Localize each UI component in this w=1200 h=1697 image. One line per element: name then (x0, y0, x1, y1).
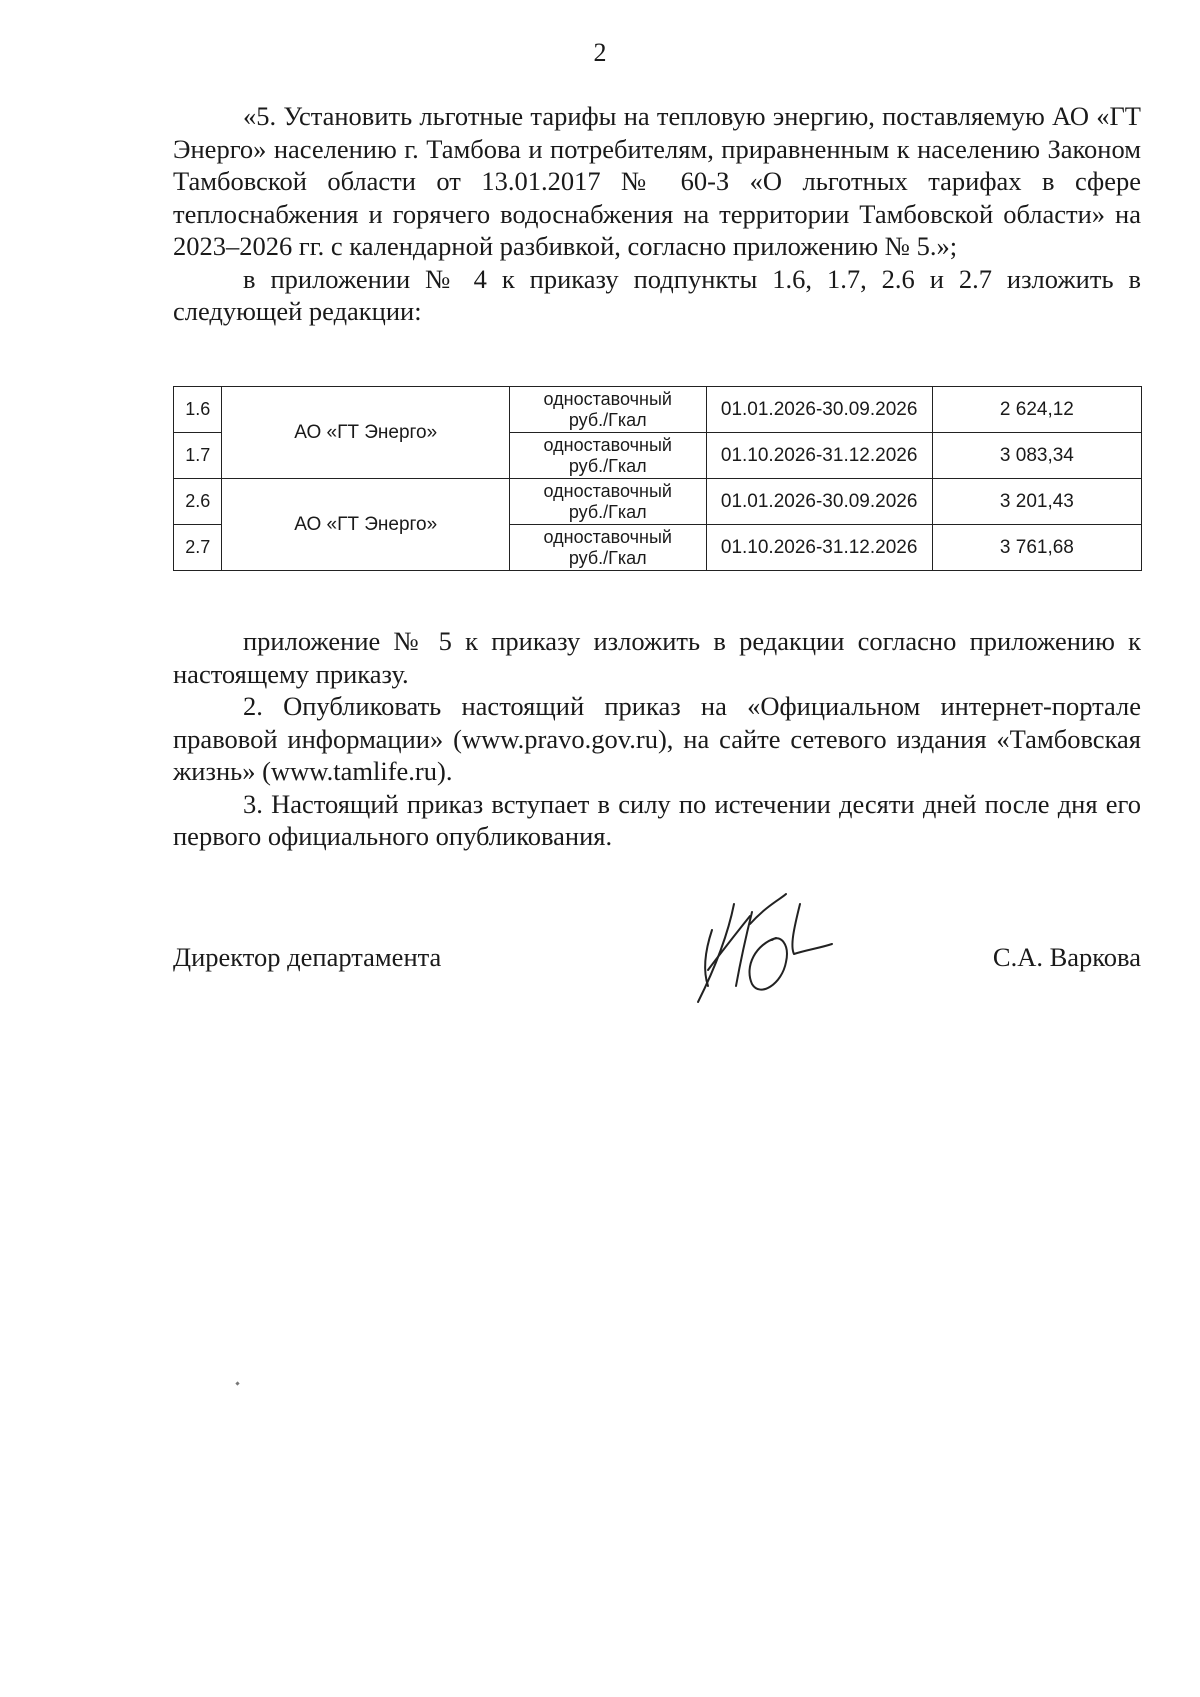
tariff-type-cell (509, 433, 706, 479)
tariff-unit: руб./Гкал (568, 455, 647, 476)
row-number: 1.6 (174, 387, 222, 433)
row-number: 2.7 (174, 525, 222, 571)
row-number: 2.6 (174, 479, 222, 525)
handwritten-signature-icon (690, 890, 840, 1005)
tariff-unit: руб./Гкал (568, 409, 647, 430)
paragraph-tariff-clause: «5. Установить льготные тарифы на тепловую энергию, поставляемую АО «ГТ Энерго» населению г. Тамбова и потребителям, приравненным к населению Законом Тамбовской области от 13.01.2017 № 60-З «О льготных тарифах в сфере теплоснабжения и горячего водоснабжения на территории Тамбовской области» на 2023–2026 гг. с календарной разбивкой, согласно приложению № 5.»; (173, 101, 1141, 261)
tariff-unit: руб./Гкал (568, 547, 647, 568)
organization-cell: АО «ГТ Энерго» (222, 479, 510, 571)
tariff-type-cell (509, 479, 706, 525)
scan-speck (235, 1381, 239, 1385)
page-number: 2 (593, 38, 607, 67)
tariff-value-cell: 2 624,12 (932, 387, 1141, 433)
table-row (174, 479, 1142, 525)
paragraph-effective: 3. Настоящий приказ вступает в силу по истечении десяти дней после дня его первого официального опубликования. (173, 788, 1141, 851)
tariff-unit: руб./Гкал (568, 501, 647, 522)
tariff-value-cell: 3 761,68 (932, 525, 1141, 571)
order-text-bottom (173, 625, 1141, 853)
tariff-type-cell (509, 525, 706, 571)
signatory-name: С.А. Варкова (992, 942, 1141, 972)
organization-cell: АО «ГТ Энерго» (222, 387, 510, 479)
order-text-top (173, 100, 1141, 328)
tariff-type: одноставочный (543, 526, 672, 547)
period-cell: 01.01.2026-30.09.2026 (706, 479, 932, 525)
period-cell: 01.10.2026-31.12.2026 (706, 433, 932, 479)
tariff-type: одноставочный (543, 434, 672, 455)
tariff-type: одноставочный (543, 388, 672, 409)
signatory-role: Директор департамента (173, 942, 442, 972)
table-row (174, 387, 1142, 433)
tariff-value-cell: 3 083,34 (932, 433, 1141, 479)
row-number: 1.7 (174, 433, 222, 479)
paragraph-appendix-4-intro: в приложении № 4 к приказу подпункты 1.6, 1.7, 2.6 и 2.7 изложить в следующей редакции: (173, 263, 1141, 326)
period-cell: 01.10.2026-31.12.2026 (706, 525, 932, 571)
tariff-type-cell (509, 387, 706, 433)
paragraph-publish: 2. Опубликовать настоящий приказ на «Официальном интернет-портале правовой информации» (www.pravo.gov.ru), на сайте сетевого издания «Тамбовская жизнь» (www.tamlife.ru). (173, 691, 1141, 786)
period-cell: 01.01.2026-30.09.2026 (706, 387, 932, 433)
paragraph-appendix-5: приложение № 5 к приказу изложить в редакции согласно приложению к настоящему приказу. (173, 626, 1141, 689)
tariff-value-cell: 3 201,43 (932, 479, 1141, 525)
tariff-table (173, 386, 1142, 571)
tariff-type: одноставочный (543, 480, 672, 501)
